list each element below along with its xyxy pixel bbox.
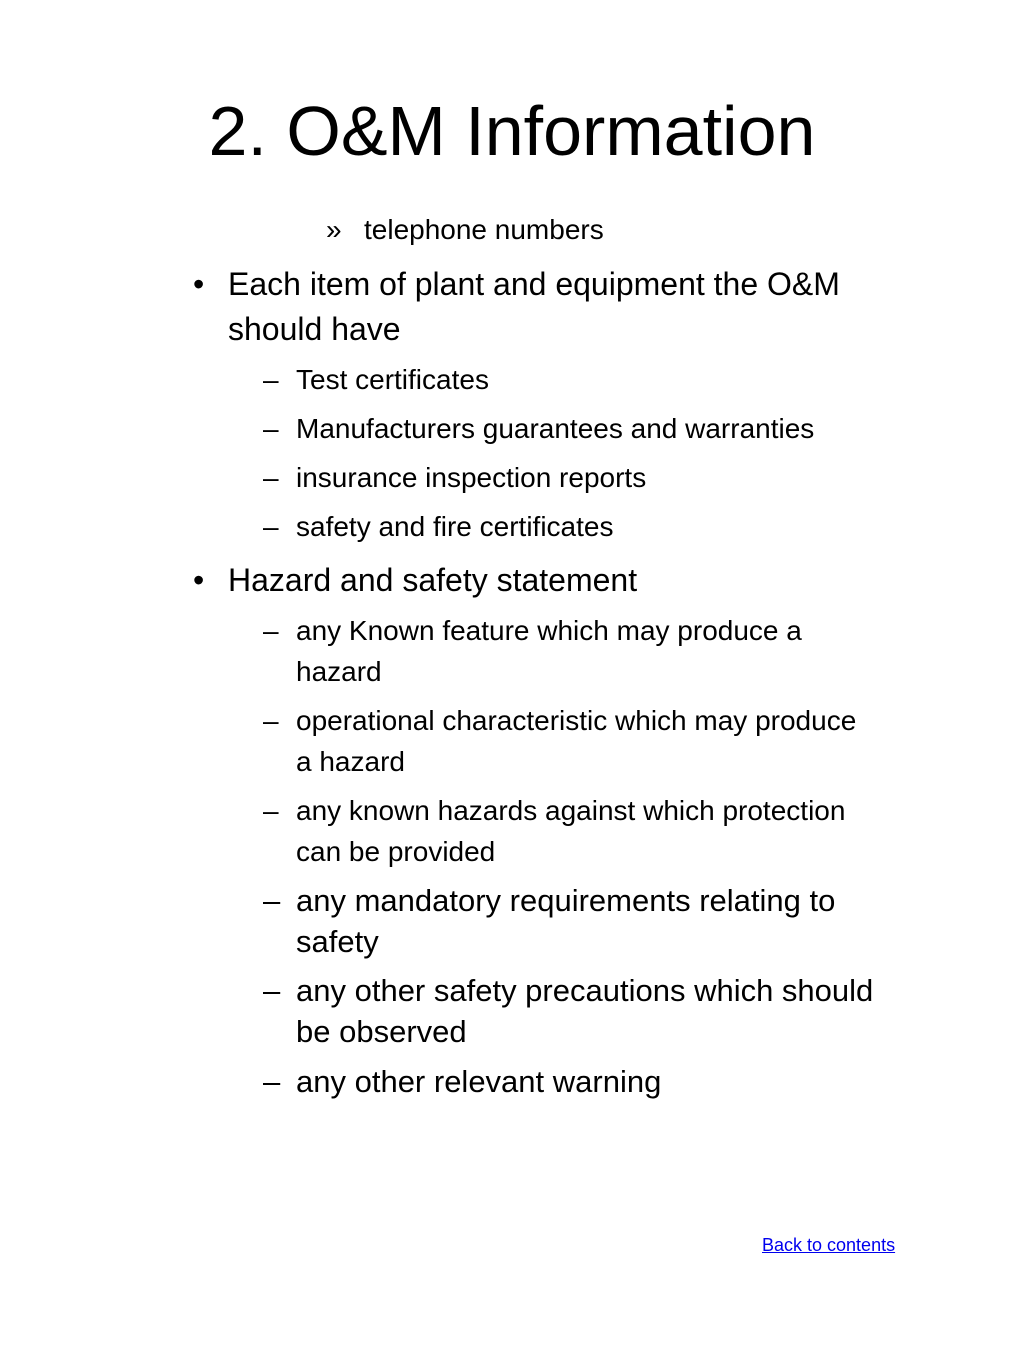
dash-marker-icon: – (263, 1064, 281, 1099)
list-item-text: telephone numbers (364, 214, 604, 245)
dash-marker-icon: – (263, 705, 279, 736)
dash-marker-icon: – (263, 462, 279, 493)
bullet-text-continuation: should have (228, 311, 401, 347)
back-to-contents-link[interactable]: Back to contents (762, 1235, 896, 1255)
list-item-continuation: safety (296, 924, 379, 959)
dash-marker-icon: – (263, 511, 279, 542)
list-item-text: safety and fire certificates (296, 511, 614, 542)
list-item-text: any known hazards against which protection (296, 795, 846, 826)
list-item-continuation: a hazard (296, 746, 405, 777)
dash-marker-icon: – (263, 973, 281, 1008)
list-item-text: insurance inspection reports (296, 462, 647, 493)
list-item-continuation: hazard (296, 656, 382, 687)
list-item-text: any other safety precautions which should (296, 973, 874, 1008)
raquo-marker-icon: » (326, 214, 342, 245)
list-item-text: Test certificates (296, 364, 489, 395)
bullet-text: Each item of plant and equipment the O&M (228, 266, 840, 302)
list-item-continuation: be observed (296, 1014, 467, 1049)
bullet-icon: • (193, 266, 205, 302)
list-item-text: any Known feature which may produce a (296, 615, 802, 646)
page-title: 2. O&M Information (208, 92, 816, 170)
dash-marker-icon: – (263, 795, 279, 826)
list-item-text: any mandatory requirements relating to (296, 883, 836, 918)
dash-marker-icon: – (263, 364, 279, 395)
dash-marker-icon: – (263, 413, 279, 444)
list-item-text: Manufacturers guarantees and warranties (296, 413, 815, 444)
bullet-icon: • (193, 562, 205, 598)
list-item-continuation: can be provided (296, 836, 496, 867)
bullet-text: Hazard and safety statement (228, 562, 638, 598)
list-item-text: operational characteristic which may produce (296, 705, 857, 736)
dash-marker-icon: – (263, 615, 279, 646)
dash-marker-icon: – (263, 883, 281, 918)
list-item-text: any other relevant warning (296, 1064, 662, 1099)
